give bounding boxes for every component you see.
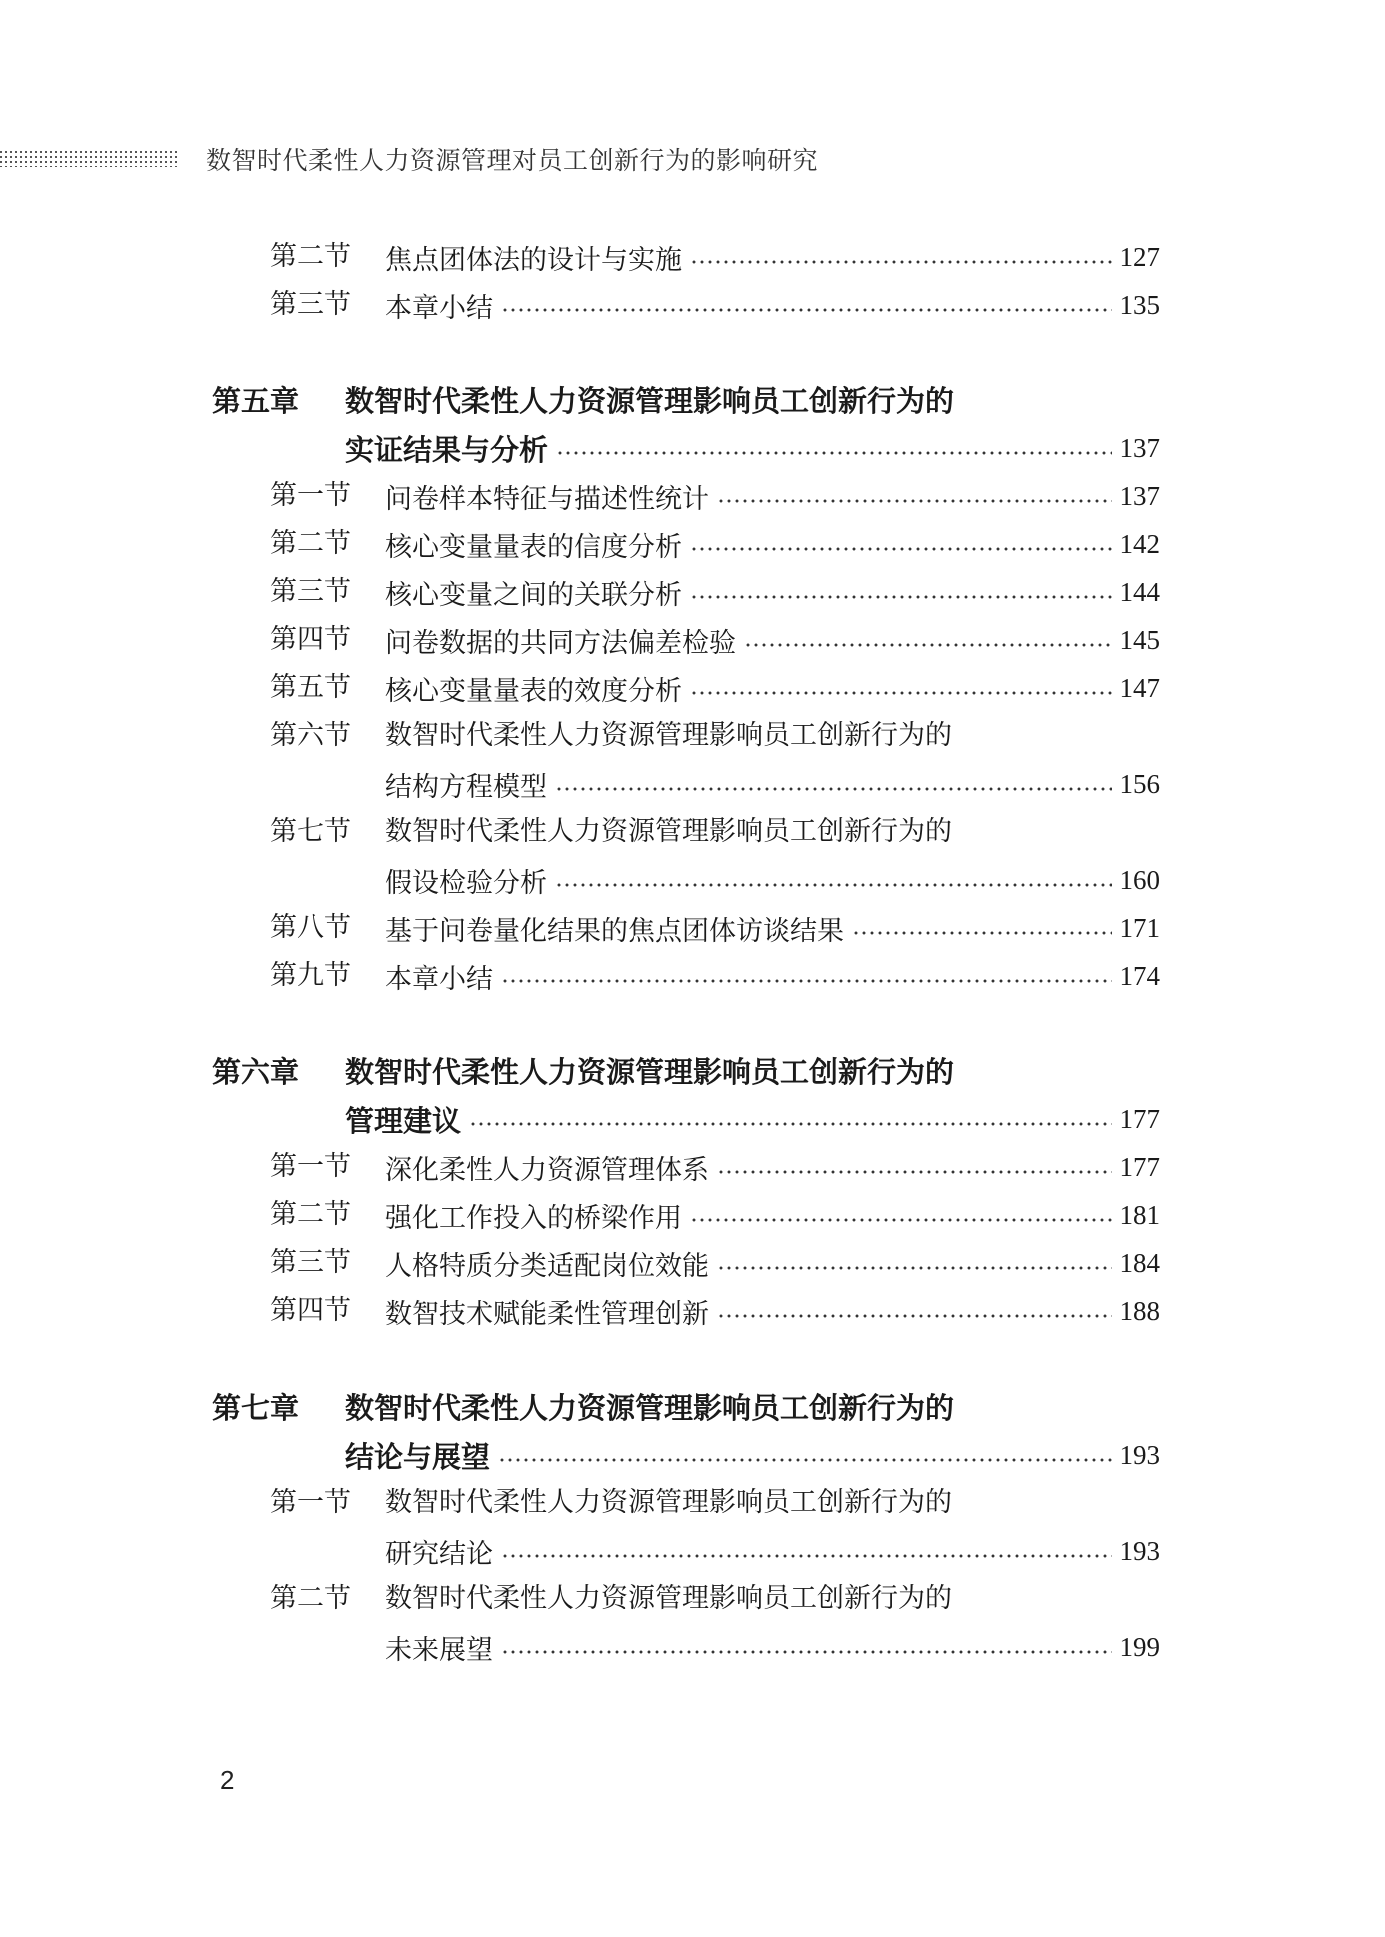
toc-entry-title: 核心变量之间的关联分析 bbox=[385, 579, 682, 611]
toc-page-number: 144 bbox=[1119, 576, 1160, 607]
toc-entry-title-line1: 数智时代柔性人力资源管理影响员工创新行为的 bbox=[385, 816, 952, 847]
dot-leader bbox=[498, 1458, 1111, 1462]
folio-page-number: 2 bbox=[220, 1765, 235, 1795]
toc-entry-title-line2: 结构方程模型 bbox=[385, 771, 547, 803]
toc-chapter-title-line1: 数智时代柔性人力资源管理影响员工创新行为的 bbox=[345, 384, 955, 418]
toc-entry-title-line1: 数智时代柔性人力资源管理影响员工创新行为的 bbox=[385, 1583, 952, 1614]
toc-entry[interactable] bbox=[385, 1627, 1160, 1667]
toc-entry[interactable] bbox=[385, 668, 1160, 708]
dot-leader bbox=[556, 451, 1111, 455]
dot-leader bbox=[717, 499, 1112, 503]
toc-section-number: 第四节 bbox=[270, 624, 351, 655]
toc-page-number: 135 bbox=[1119, 289, 1160, 320]
toc-entry-title-line2: 研究结论 bbox=[385, 1538, 493, 1570]
toc-section-number: 第五节 bbox=[270, 672, 351, 703]
toc-entry-title: 本章小结 bbox=[385, 292, 493, 324]
toc-section-number: 第一节 bbox=[270, 1487, 351, 1518]
toc-page-number: 174 bbox=[1119, 960, 1160, 991]
toc-page-number: 188 bbox=[1119, 1295, 1160, 1326]
toc-entry-title: 基于问卷量化结果的焦点团体访谈结果 bbox=[385, 915, 844, 947]
dot-leader bbox=[690, 260, 1112, 264]
toc-entry-title: 强化工作投入的桥梁作用 bbox=[385, 1202, 682, 1234]
dot-leader bbox=[501, 1554, 1112, 1558]
dot-leader bbox=[690, 595, 1112, 599]
toc-section-number: 第七节 bbox=[270, 816, 351, 847]
toc-entry-title: 焦点团体法的设计与实施 bbox=[385, 244, 682, 276]
toc-section-number: 第一节 bbox=[270, 1151, 351, 1182]
toc-page-number: 184 bbox=[1119, 1247, 1160, 1278]
dot-leader bbox=[717, 1266, 1112, 1270]
toc-page-number: 181 bbox=[1119, 1199, 1160, 1230]
dot-leader bbox=[555, 883, 1112, 887]
toc-page-number: 193 bbox=[1119, 1535, 1160, 1566]
toc-entry[interactable] bbox=[385, 1195, 1160, 1235]
toc-page-number: 145 bbox=[1119, 624, 1160, 655]
toc-entry[interactable] bbox=[385, 1291, 1160, 1331]
running-header-title: 数智时代柔性人力资源管理对员工创新行为的影响研究 bbox=[206, 146, 819, 175]
toc-entry-title-line1: 数智时代柔性人力资源管理影响员工创新行为的 bbox=[385, 720, 952, 751]
toc-section-number: 第二节 bbox=[270, 528, 351, 559]
dot-leader bbox=[469, 1122, 1111, 1126]
toc-entry-title-line1: 数智时代柔性人力资源管理影响员工创新行为的 bbox=[385, 1487, 952, 1518]
dot-leader bbox=[744, 643, 1112, 647]
toc-page-number: 171 bbox=[1119, 912, 1160, 943]
toc-page-number: 137 bbox=[1119, 432, 1160, 463]
toc-page-number: 177 bbox=[1119, 1151, 1160, 1182]
dot-leader bbox=[717, 1314, 1112, 1318]
toc-section-number: 第二节 bbox=[270, 241, 351, 272]
toc-entry-title: 数智技术赋能柔性管理创新 bbox=[385, 1298, 709, 1330]
toc-entry-title: 人格特质分类适配岗位效能 bbox=[385, 1250, 709, 1282]
toc-section-number: 第九节 bbox=[270, 960, 351, 991]
toc-entry[interactable] bbox=[385, 524, 1160, 564]
toc-entry[interactable] bbox=[385, 620, 1160, 660]
dot-leader bbox=[717, 1170, 1112, 1174]
dot-leader bbox=[690, 547, 1112, 551]
toc-chapter-title-line2: 结论与展望 bbox=[345, 1439, 491, 1474]
toc-section-number: 第三节 bbox=[270, 576, 351, 607]
toc-entry-title: 问卷数据的共同方法偏差检验 bbox=[385, 627, 736, 659]
dot-leader bbox=[690, 1218, 1112, 1222]
toc-entry[interactable] bbox=[385, 285, 1160, 325]
toc-section-number: 第三节 bbox=[270, 1247, 351, 1278]
toc-page-number: 156 bbox=[1119, 768, 1160, 799]
dot-leader bbox=[501, 308, 1112, 312]
toc-entry[interactable] bbox=[385, 764, 1160, 804]
toc-page-number: 137 bbox=[1119, 480, 1160, 511]
toc-chapter-entry[interactable] bbox=[345, 1435, 1160, 1475]
toc-section-number: 第一节 bbox=[270, 480, 351, 511]
toc-section-number: 第二节 bbox=[270, 1583, 351, 1614]
toc-page-number: 160 bbox=[1119, 864, 1160, 895]
toc-entry-title: 本章小结 bbox=[385, 963, 493, 995]
toc-page-number: 127 bbox=[1119, 241, 1160, 272]
toc-entry-title-line2: 假设检验分析 bbox=[385, 867, 547, 899]
toc-chapter-title-line2: 实证结果与分析 bbox=[345, 432, 549, 467]
toc-section-number: 第四节 bbox=[270, 1295, 351, 1326]
toc-entry[interactable] bbox=[385, 1531, 1160, 1571]
toc-page-number: 199 bbox=[1119, 1631, 1160, 1662]
toc-section-number: 第二节 bbox=[270, 1199, 351, 1230]
toc-entry[interactable] bbox=[385, 1243, 1160, 1283]
toc-entry[interactable] bbox=[385, 572, 1160, 612]
toc-entry[interactable] bbox=[385, 1147, 1160, 1187]
toc-entry-title-line2: 未来展望 bbox=[385, 1634, 493, 1666]
dot-leader bbox=[852, 931, 1112, 935]
toc-chapter-entry[interactable] bbox=[345, 1099, 1160, 1139]
toc-entry-title: 深化柔性人力资源管理体系 bbox=[385, 1154, 709, 1186]
toc-page-number: 177 bbox=[1119, 1103, 1160, 1134]
toc-chapter-title-line1: 数智时代柔性人力资源管理影响员工创新行为的 bbox=[345, 1391, 955, 1425]
toc-entry[interactable] bbox=[385, 908, 1160, 948]
toc-section-number: 第六节 bbox=[270, 720, 351, 751]
toc-chapter-number: 第六章 bbox=[212, 1055, 300, 1089]
toc-chapter-number: 第七章 bbox=[212, 1391, 300, 1425]
toc-entry[interactable] bbox=[385, 956, 1160, 996]
toc-entry[interactable] bbox=[385, 237, 1160, 277]
toc-chapter-entry[interactable] bbox=[345, 428, 1160, 468]
dot-leader bbox=[501, 1650, 1112, 1654]
toc-chapter-title-line2: 管理建议 bbox=[345, 1103, 462, 1138]
toc-entry[interactable] bbox=[385, 476, 1160, 516]
dot-leader bbox=[501, 979, 1112, 983]
toc-entry-title: 问卷样本特征与描述性统计 bbox=[385, 483, 709, 515]
toc-section-number: 第三节 bbox=[270, 289, 351, 320]
dot-leader bbox=[555, 787, 1112, 791]
toc-section-number: 第八节 bbox=[270, 912, 351, 943]
toc-chapter-number: 第五章 bbox=[212, 384, 300, 418]
toc-entry[interactable] bbox=[385, 860, 1160, 900]
toc-page-number: 193 bbox=[1119, 1439, 1160, 1470]
toc-entry-title: 核心变量量表的信度分析 bbox=[385, 531, 682, 563]
toc-page-number: 142 bbox=[1119, 528, 1160, 559]
toc-entry-title: 核心变量量表的效度分析 bbox=[385, 675, 682, 707]
toc-page-number: 147 bbox=[1119, 672, 1160, 703]
dot-leader bbox=[690, 691, 1112, 695]
toc-chapter-title-line1: 数智时代柔性人力资源管理影响员工创新行为的 bbox=[345, 1055, 955, 1089]
